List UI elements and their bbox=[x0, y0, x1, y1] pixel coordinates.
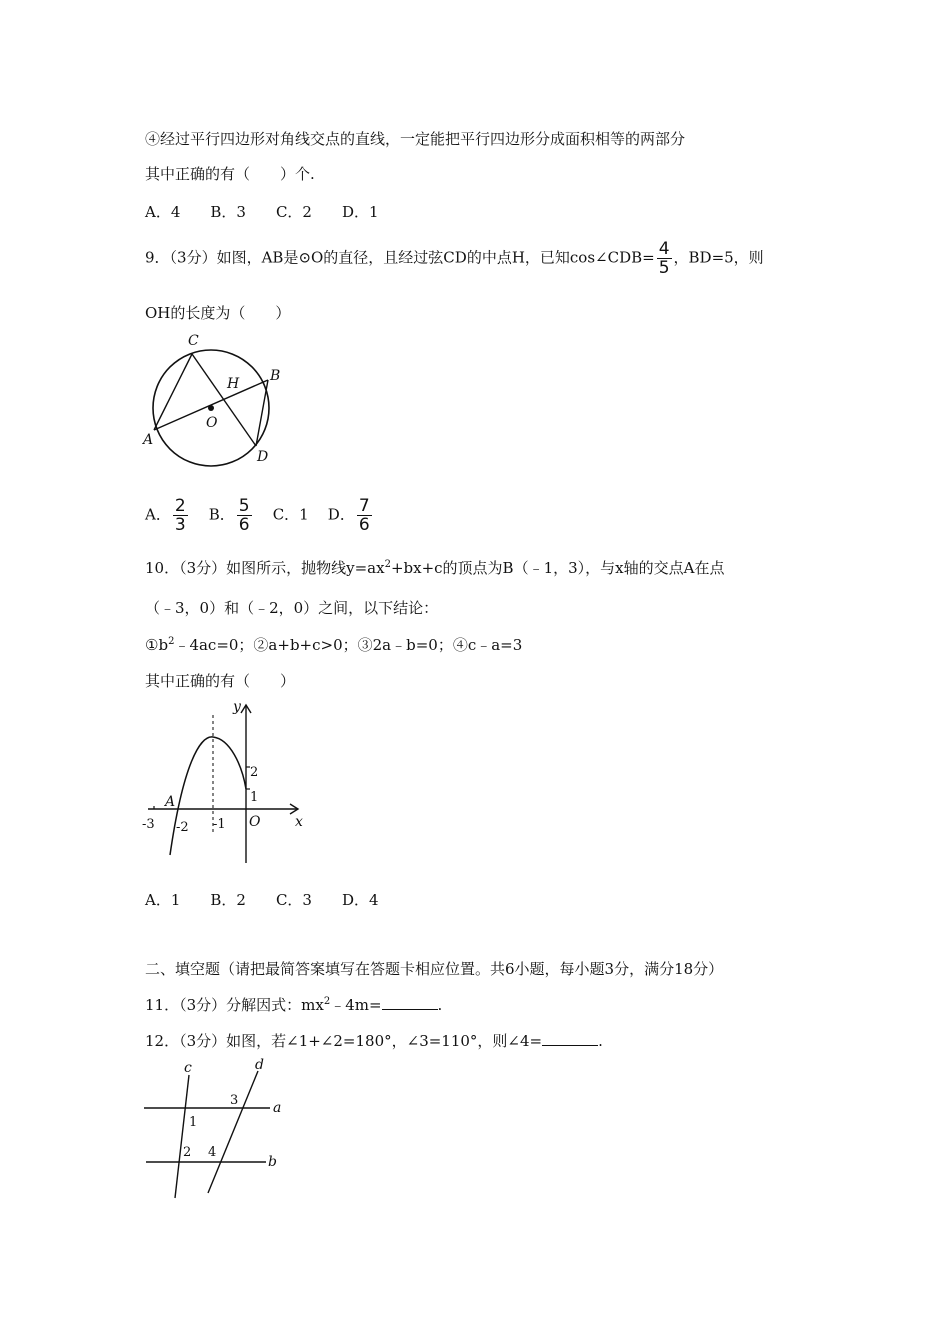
label-minus2: -2 bbox=[176, 820, 189, 835]
q8-statement-4: ④经过平行四边形对角线交点的直线，一定能把平行四边形分成面积相等的两部分 bbox=[145, 130, 686, 148]
label-minus1: -1 bbox=[213, 817, 226, 832]
q10-question bbox=[145, 557, 724, 578]
q9-question bbox=[145, 240, 764, 277]
q9-cos-num: 4 bbox=[658, 239, 670, 259]
label-d: d bbox=[255, 1057, 264, 1073]
q12-text: 12．（3分）如图，若∠1+∠2=180°，∠3=110°，则∠4= bbox=[145, 1032, 543, 1050]
label-c: c bbox=[184, 1060, 192, 1076]
label-a: a bbox=[273, 1100, 282, 1116]
q10-conclusions bbox=[145, 634, 522, 655]
line-c bbox=[175, 1075, 192, 1198]
q9-opt-a: A． bbox=[145, 505, 171, 524]
q12-period: . bbox=[598, 1032, 603, 1050]
q10-c2: ﹣4ac=0；②a+b+c>0；③2a﹣b=0；④c﹣a=3 bbox=[174, 636, 523, 654]
q9-cos-fraction bbox=[657, 240, 672, 277]
label-c: C bbox=[188, 333, 199, 349]
q10-c1: ①b bbox=[145, 636, 169, 654]
label-b: B bbox=[270, 368, 281, 384]
q10-c-sup: 2 bbox=[168, 636, 175, 647]
label-d: D bbox=[257, 449, 269, 465]
label-b: b bbox=[268, 1154, 277, 1170]
q8-prompt: 其中正确的有（ ）个. bbox=[145, 165, 315, 183]
q10-text-1: 10．（3分）如图所示，抛物线y=ax bbox=[145, 559, 385, 577]
q9-opt-a-frac bbox=[173, 497, 188, 534]
label-x: x bbox=[295, 814, 303, 830]
q10-text-2: +bx+c的顶点为B（﹣1，3），与x轴的交点A在点 bbox=[390, 559, 725, 577]
q9-opt-d-num: 7 bbox=[358, 496, 370, 516]
label-h: H bbox=[227, 376, 240, 392]
q12-lines-figure bbox=[138, 1055, 288, 1205]
q12-question bbox=[145, 1030, 603, 1051]
label-a: A bbox=[143, 432, 154, 448]
label-a: A bbox=[165, 794, 176, 810]
q9-text-2: ，BD=5，则 bbox=[673, 248, 764, 267]
angle-2-label: 2 bbox=[183, 1145, 192, 1160]
label-1: 1 bbox=[250, 790, 259, 805]
q9-opt-d: D． bbox=[327, 505, 355, 524]
q9-opt-c: C．1 bbox=[272, 505, 309, 524]
q11-sup: 2 bbox=[323, 996, 331, 1007]
q9-circle-figure bbox=[140, 330, 290, 470]
center-point bbox=[208, 405, 214, 411]
q9-opt-b: B． bbox=[208, 505, 235, 524]
q11-question bbox=[145, 994, 442, 1015]
label-minus3: -3 bbox=[142, 817, 155, 832]
q11-answer-blank[interactable] bbox=[382, 995, 438, 1010]
parabola-curve bbox=[170, 737, 246, 855]
q8-options: A．4 B．3 C．2 D．1 bbox=[145, 203, 379, 221]
q9-options bbox=[145, 497, 374, 534]
label-y: y bbox=[233, 699, 241, 715]
q11-period: . bbox=[437, 996, 443, 1014]
angle-3-label: 3 bbox=[230, 1093, 239, 1108]
q10-range: （﹣3，0）和（﹣2，0）之间，以下结论： bbox=[145, 599, 439, 617]
chord-ca bbox=[154, 354, 192, 430]
q11-text-1: 11．（3分）分解因式：mx bbox=[145, 996, 324, 1014]
q11-text-2: ﹣4m= bbox=[330, 996, 382, 1014]
q9-opt-b-num: 5 bbox=[238, 496, 250, 516]
q9-cos-den: 5 bbox=[658, 258, 670, 278]
angle-1-label: 1 bbox=[189, 1115, 198, 1130]
q9-opt-a-num: 2 bbox=[174, 496, 186, 516]
line-d bbox=[208, 1071, 258, 1193]
q9-opt-d-den: 6 bbox=[358, 515, 370, 535]
q10-prompt: 其中正确的有（ ） bbox=[145, 672, 296, 690]
label-2: 2 bbox=[250, 765, 259, 780]
q10-parabola-figure bbox=[138, 695, 313, 870]
q9-opt-a-den: 3 bbox=[174, 515, 186, 535]
q10-sup: 2 bbox=[384, 559, 391, 570]
q9-opt-b-frac bbox=[237, 497, 252, 534]
label-o: O bbox=[206, 415, 218, 431]
label-o: O bbox=[249, 814, 261, 830]
q9-opt-d-frac bbox=[357, 497, 372, 534]
q9-opt-b-den: 6 bbox=[238, 515, 250, 535]
q10-options: A．1 B．2 C．3 D．4 bbox=[145, 891, 379, 909]
chord-cd bbox=[192, 354, 256, 446]
q9-text-1: 9．（3分）如图，AB是⊙O的直径，且经过弦CD的中点H，已知cos∠CDB= bbox=[145, 248, 655, 267]
section-2-heading: 二、填空题（请把最简答案填写在答题卡相应位置。共6小题，每小题3分，满分18分） bbox=[145, 960, 724, 978]
q12-answer-blank[interactable] bbox=[542, 1031, 598, 1046]
q9-prompt: OH的长度为（ ） bbox=[145, 304, 291, 322]
angle-4-label: 4 bbox=[208, 1145, 217, 1160]
